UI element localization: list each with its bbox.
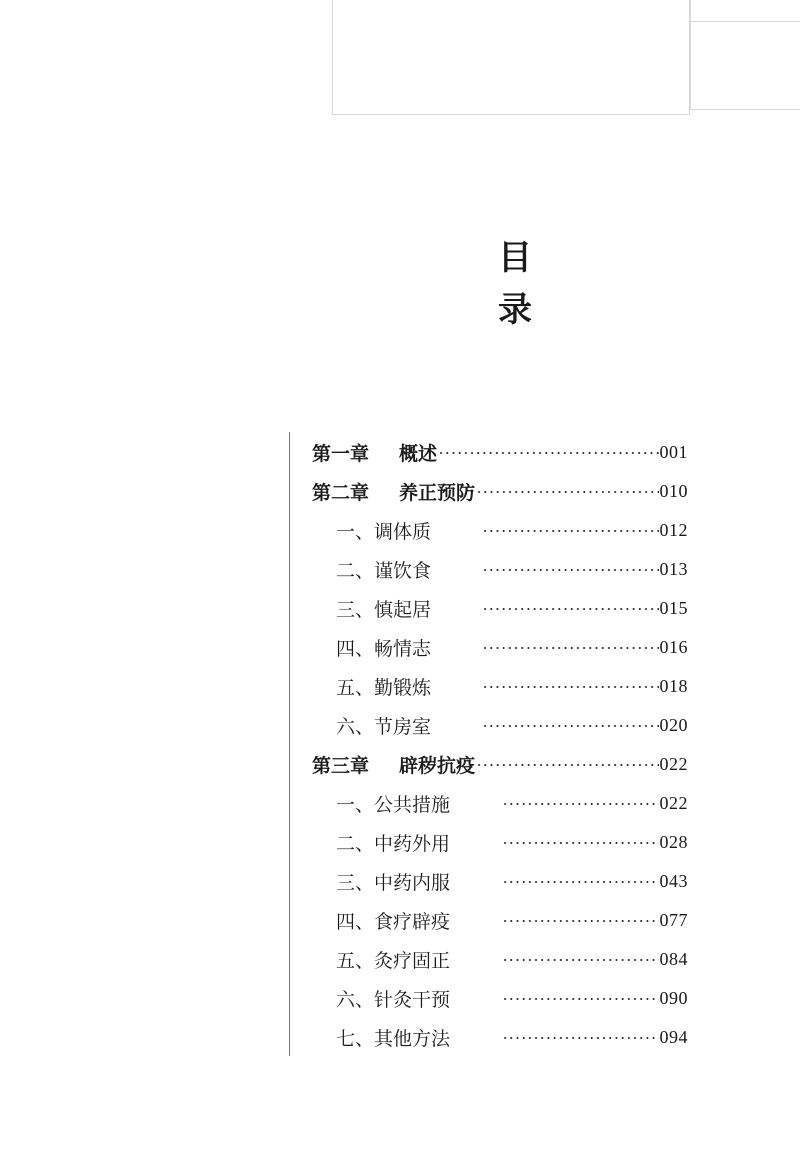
toc-entry-chapter-3[interactable] [312,745,688,784]
dot-leader [482,647,659,649]
table-of-contents [312,433,688,1057]
dot-leader [476,491,658,493]
page-number: 016 [659,637,688,657]
page-number: 020 [659,715,688,735]
chapter-number: 第二章 [312,482,370,504]
dot-leader [502,920,659,922]
toc-entry-section[interactable] [312,550,688,589]
page-number: 094 [659,1027,688,1047]
page-number: 001 [659,442,688,462]
page-number: 013 [659,559,688,579]
dot-leader [502,842,659,844]
dot-leader [482,608,659,610]
section-title: 一、公共措施 [336,794,451,816]
page-number: 077 [659,910,688,930]
section-title: 四、畅情志 [336,638,432,660]
dot-leader [502,959,659,961]
dot-leader [482,686,659,688]
page-number: 015 [659,598,688,618]
section-title: 三、中药内服 [336,872,451,894]
section-title: 六、节房室 [336,716,432,738]
dot-leader [476,764,658,766]
toc-entry-section[interactable] [312,589,688,628]
page-number: 010 [659,481,688,501]
section-title: 四、食疗辟疫 [336,911,451,933]
toc-entry-chapter-1[interactable] [312,433,688,472]
section-title: 五、勤锻炼 [336,677,432,699]
header-side-frame [690,0,800,110]
chapter-title: 概述 [399,443,438,465]
section-title: 二、中药外用 [336,833,451,855]
toc-entry-section[interactable] [312,628,688,667]
toc-entry-section[interactable] [312,823,688,862]
dot-leader [482,569,659,571]
chapter-title: 辟秽抗疫 [399,755,476,777]
page-number: 084 [659,949,688,969]
section-title: 二、谨饮食 [336,560,432,582]
toc-entry-chapter-2[interactable] [312,472,688,511]
section-title: 一、调体质 [336,521,432,543]
toc-entry-section[interactable] [312,940,688,979]
page-number: 043 [659,871,688,891]
section-title: 六、针灸干预 [336,989,451,1011]
dot-leader [502,998,659,1000]
toc-entry-section[interactable] [312,784,688,823]
dot-leader [482,530,659,532]
page-title: 目 录 [498,238,634,330]
dot-leader [502,881,659,883]
toc-entry-section[interactable] [312,706,688,745]
toc-entry-section[interactable] [312,901,688,940]
section-title: 七、其他方法 [336,1028,451,1050]
section-title: 五、灸疗固正 [336,950,451,972]
section-title: 三、慎起居 [336,599,432,621]
header-notch [691,0,800,22]
page-number: 022 [659,754,688,774]
toc-vertical-rule [289,432,290,1056]
toc-entry-section[interactable] [312,1018,688,1057]
chapter-title: 养正预防 [399,482,476,504]
dot-leader [438,452,658,454]
page-number: 018 [659,676,688,696]
page-number: 022 [659,793,688,813]
chapter-number: 第三章 [312,755,370,777]
dot-leader [482,725,659,727]
toc-entry-section[interactable] [312,862,688,901]
chapter-number: 第一章 [312,443,370,465]
toc-entry-section[interactable] [312,511,688,550]
dot-leader [502,803,659,805]
page-number: 012 [659,520,688,540]
page-number: 090 [659,988,688,1008]
toc-entry-section[interactable] [312,667,688,706]
header-frame [332,0,690,115]
toc-entry-section[interactable] [312,979,688,1018]
page-number: 028 [659,832,688,852]
dot-leader [502,1037,659,1039]
